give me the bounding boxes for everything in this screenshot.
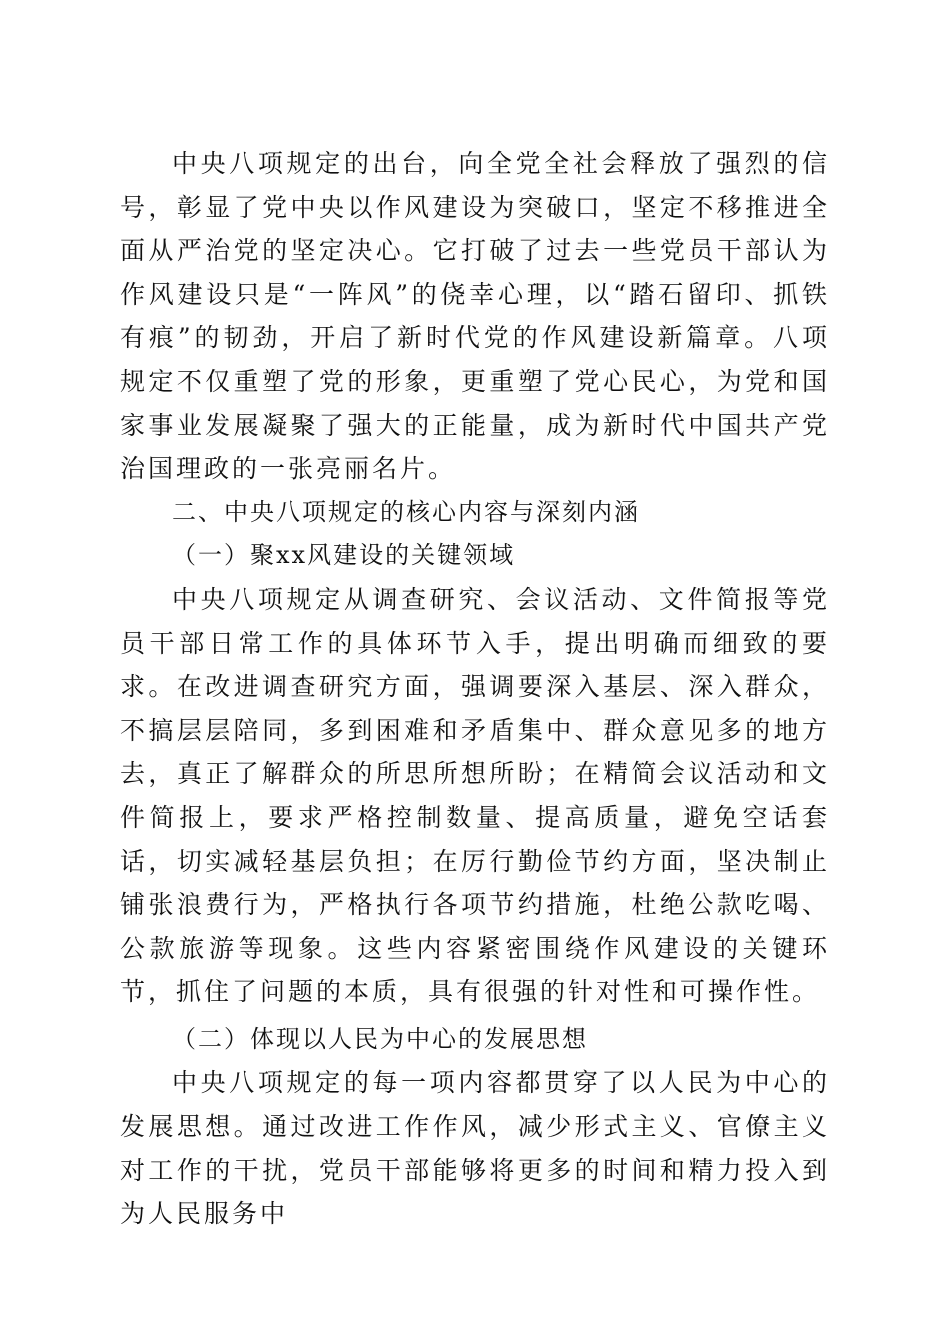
subsection-heading-two: （二）体现以人民为中心的发展思想 [172, 1024, 588, 1053]
paragraph-key-areas: 中央八项规定从调查研究、会议活动、文件简报等党员干部日常工作的具体环节入手，提出明确而细致的要求。在改进调查研究方面，强调要深入基层、深入群众，不搞层层陪同，多到困难和矛盾集中、群众意见多的地方去，真正了解群众的所思所想所盼；在精简会议活动和文件简报上，要求严格控制数量、提高质量，避免空话套话，切实减轻基层负担；在厉行勤俭节约方面，坚决制止铺张浪费行为，严格执行各项节约措施，杜绝公款吃喝、公款旅游等现象。这些内容紧密围绕作风建设的关键环节，抓住了问题的本质，具有很强的针对性和可操作性。 [120, 584, 830, 1007]
paragraph-people-centered: 中央八项规定的每一项内容都贯穿了以人民为中心的发展思想。通过改进工作作风，减少形式主义、官僚主义对工作的干扰，党员干部能够将更多的时间和精力投入到为人民服务中 [120, 1068, 830, 1229]
document-body [120, 142, 830, 1236]
subsection-heading-one: （一）聚xx风建设的关键领域 [172, 541, 516, 570]
section-heading-two: 二、中央八项规定的核心内容与深刻内涵 [172, 497, 640, 526]
paragraph-intro-impact: 中央八项规定的出台，向全党全社会释放了强烈的信号，彰显了党中央以作风建设为突破口，坚定不移推进全面从严治党的坚定决心。它打破了过去一些党员干部认为作风建设只是“一阵风”的侥幸心理，以“踏石留印、抓铁有痕”的韧劲，开启了新时代党的作风建设新篇章。八项规定不仅重塑了党的形象，更重塑了党心民心，为党和国家事业发展凝聚了强大的正能量，成为新时代中国共产党治国理政的一张亮丽名片。 [120, 149, 830, 484]
